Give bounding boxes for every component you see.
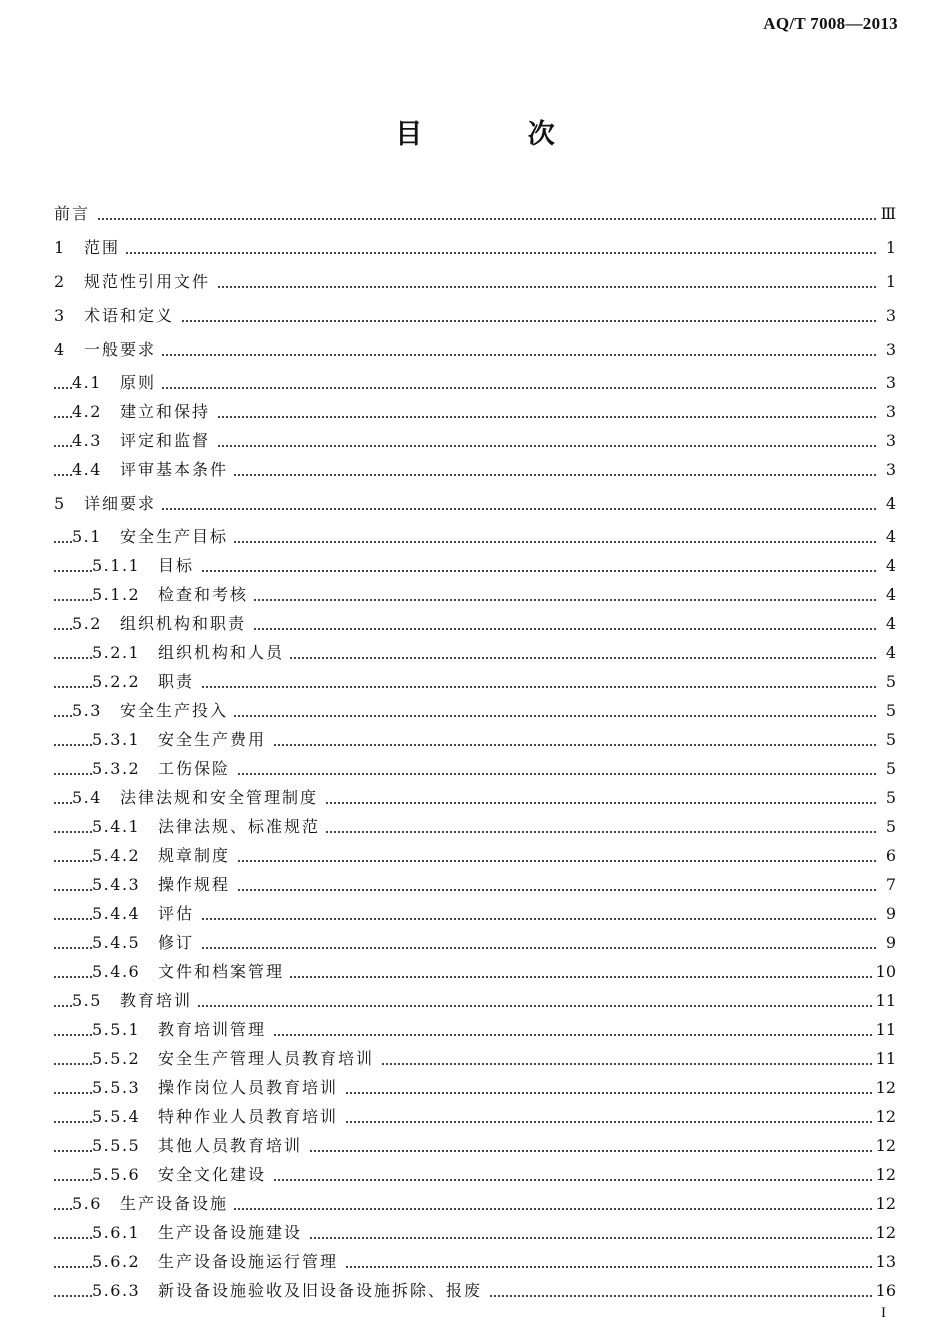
toc-section-number: 5.6.3: [92, 1281, 141, 1300]
toc-entry-label: [92, 1280, 488, 1302]
toc-entry[interactable]: [0, 1193, 950, 1215]
toc-page-number: 16: [872, 1280, 896, 1302]
toc-section-number: 5.2: [72, 614, 102, 633]
toc-entry[interactable]: [0, 1019, 950, 1041]
toc-entry-label: [72, 372, 162, 394]
toc-page-number: 3: [878, 305, 896, 327]
toc-section-title: 教育培训: [120, 991, 193, 1010]
toc-section-title: 修订: [158, 933, 195, 952]
toc-entry[interactable]: [0, 459, 950, 481]
toc-entry[interactable]: [0, 555, 950, 577]
toc-entry-label: [92, 961, 290, 983]
toc-page-number: 5: [878, 671, 896, 693]
toc-section-number: 5.4.1: [92, 817, 141, 836]
toc-section-title: 法律法规、标准规范: [158, 817, 321, 836]
toc-section-title: 原则: [120, 373, 157, 392]
toc-entry[interactable]: [0, 816, 950, 838]
toc-entry[interactable]: [0, 961, 950, 983]
toc-section-number: 1: [54, 238, 66, 257]
toc-entry[interactable]: [0, 990, 950, 1012]
toc-section-title: 操作岗位人员教育培训: [158, 1078, 339, 1097]
dot-leader: [54, 508, 880, 510]
dot-leader: [54, 354, 880, 356]
toc-page-number: 11: [872, 990, 896, 1012]
toc-section-title: 文件和档案管理: [158, 962, 285, 981]
toc-entry-label: [72, 430, 216, 452]
toc-section-number: 5.1.2: [92, 585, 141, 604]
toc-entry-label: [92, 932, 200, 954]
toc-section-title: 特种作业人员教育培训: [158, 1107, 339, 1126]
toc-entry[interactable]: [0, 1048, 950, 1070]
toc-section-title: 详细要求: [84, 494, 157, 513]
toc-section-number: 5.1.1: [92, 556, 141, 575]
toc-section-number: 5.2.1: [92, 643, 141, 662]
toc-section-title: 生产设备设施运行管理: [158, 1252, 339, 1271]
toc-section-title: 术语和定义: [84, 306, 175, 325]
toc-section-number: 5.5.3: [92, 1078, 141, 1097]
toc-section-number: 5.5.6: [92, 1165, 141, 1184]
standard-code: AQ/T 7008—2013: [763, 14, 898, 33]
toc-section-title: 工伤保险: [158, 759, 231, 778]
toc-entry[interactable]: [0, 584, 950, 606]
toc-page-number: 5: [878, 758, 896, 780]
toc-section-number: 5.3.1: [92, 730, 141, 749]
toc-section-title: 安全生产费用: [158, 730, 267, 749]
toc-section-title: 安全生产管理人员教育培训: [158, 1049, 375, 1068]
toc-section-number: 2: [54, 272, 66, 291]
toc-entry-label: [92, 1077, 344, 1099]
toc-page-number: 3: [878, 372, 896, 394]
toc-section-number: 5.3.2: [92, 759, 141, 778]
toc-page-number: 12: [872, 1106, 896, 1128]
toc-entry[interactable]: [0, 671, 950, 693]
toc-section-number: 4.3: [72, 431, 102, 450]
toc-page-number: 4: [878, 493, 896, 515]
toc-section-number: 5.6.2: [92, 1252, 141, 1271]
toc-section-number: 5.4.6: [92, 962, 141, 981]
toc-section-title: 安全生产投入: [120, 701, 229, 720]
dot-leader: [54, 387, 880, 389]
toc-entry-label: [54, 339, 162, 361]
toc-section-number: 5.1: [72, 527, 102, 546]
toc-entry-label: [92, 584, 254, 606]
toc-page-number: 6: [878, 845, 896, 867]
toc-section-title: 建立和保持: [120, 402, 211, 421]
toc-entry-label: [92, 874, 236, 896]
toc-page-number: 4: [878, 642, 896, 664]
toc-entry[interactable]: [0, 430, 950, 452]
toc-entry-label: [92, 1135, 308, 1157]
toc-section-title: 安全文化建设: [158, 1165, 267, 1184]
toc-entry-label: [92, 816, 326, 838]
toc-entry-label: [92, 1106, 344, 1128]
toc-page-number: 12: [872, 1077, 896, 1099]
toc-section-title: 一般要求: [84, 340, 157, 359]
dot-leader: [54, 218, 880, 220]
toc-section-title: 评定和监督: [120, 431, 211, 450]
toc-entry[interactable]: [0, 758, 950, 780]
toc-page-number: 3: [878, 430, 896, 452]
toc-page-number: 12: [872, 1193, 896, 1215]
toc-entry[interactable]: [0, 372, 950, 394]
toc-page-number: 9: [878, 903, 896, 925]
toc-section-number: 5.5.5: [92, 1136, 141, 1155]
toc-entry[interactable]: [0, 1164, 950, 1186]
toc-entry-label: [72, 700, 234, 722]
toc-section-number: 4.4: [72, 460, 102, 479]
toc-entry[interactable]: [0, 526, 950, 548]
toc-entry-label: [72, 787, 324, 809]
toc-entry[interactable]: [0, 932, 950, 954]
toc-entry-label: [54, 305, 180, 327]
toc-section-title: 评审基本条件: [120, 460, 229, 479]
toc-section-title: 其他人员教育培训: [158, 1136, 303, 1155]
toc-page-number: 1: [878, 237, 896, 259]
toc-page-number: 1: [878, 271, 896, 293]
toc-page-number: 12: [872, 1222, 896, 1244]
toc-entry[interactable]: [0, 1251, 950, 1273]
toc-section-number: 5.3: [72, 701, 102, 720]
toc-entry[interactable]: [0, 729, 950, 751]
toc-entry[interactable]: [0, 903, 950, 925]
toc-entry-label: [92, 1164, 272, 1186]
toc-entry[interactable]: [0, 613, 950, 635]
toc-section-number: 5.4.3: [92, 875, 141, 894]
toc-section-number: 5.6: [72, 1194, 102, 1213]
toc-page-number: 4: [878, 526, 896, 548]
toc-entry-label: [54, 493, 162, 515]
toc-section-number: 5.4.5: [92, 933, 141, 952]
toc-entry[interactable]: [0, 339, 950, 361]
toc-entry-label: [72, 1193, 234, 1215]
toc-page-number: Ⅲ: [877, 203, 896, 225]
toc-section-title: 范围: [84, 238, 121, 257]
toc-entry-label: [54, 237, 126, 259]
page-title: 目 次: [395, 119, 603, 150]
toc-page-number: 11: [872, 1048, 896, 1070]
toc-section-title: 规章制度: [158, 846, 231, 865]
toc-page-number: 4: [878, 584, 896, 606]
toc-section-title: 评估: [158, 904, 195, 923]
toc-entry[interactable]: [0, 1077, 950, 1099]
toc-entry[interactable]: [0, 700, 950, 722]
toc-section-number: 5.4.4: [92, 904, 141, 923]
toc-section-number: 5.5.1: [92, 1020, 141, 1039]
toc-page-number: 12: [872, 1135, 896, 1157]
toc-page-number: 13: [872, 1251, 896, 1273]
toc-section-title: 新设备设施验收及旧设备设施拆除、报废: [158, 1281, 483, 1300]
toc-section-title: 组织机构和职责: [120, 614, 247, 633]
toc-page-number: 4: [878, 613, 896, 635]
toc-entry-label: [92, 1048, 380, 1070]
toc-entry-label: [92, 845, 236, 867]
toc-entry-label: [92, 903, 200, 925]
toc-section-title: 生产设备设施: [120, 1194, 229, 1213]
toc-page-number: 9: [878, 932, 896, 954]
toc-section-number: 5.4: [72, 788, 102, 807]
toc-entry-label: [54, 203, 96, 225]
toc-entry[interactable]: [0, 642, 950, 664]
toc-page-number: 3: [878, 459, 896, 481]
toc-section-number: 5.6.1: [92, 1223, 141, 1242]
toc-entry[interactable]: [0, 1280, 950, 1302]
toc-page-number: 7: [878, 874, 896, 896]
toc-entry[interactable]: [0, 305, 950, 327]
toc-entry-label: [72, 401, 216, 423]
toc-section-title: 安全生产目标: [120, 527, 229, 546]
toc-entry-label: [92, 1222, 308, 1244]
toc-page-number: 3: [878, 401, 896, 423]
toc-page-number: 5: [878, 729, 896, 751]
toc-section-title: 规范性引用文件: [84, 272, 211, 291]
toc-entry-label: [92, 1251, 344, 1273]
toc-entry-label: [72, 613, 252, 635]
toc-entry[interactable]: [0, 203, 950, 225]
toc-entry[interactable]: [0, 1135, 950, 1157]
toc-page-number: 5: [878, 700, 896, 722]
dot-leader: [54, 252, 880, 254]
toc-section-title: 组织机构和人员: [158, 643, 285, 662]
toc-entry[interactable]: [0, 493, 950, 515]
page-folio: I: [881, 1305, 886, 1321]
toc-entry[interactable]: [0, 787, 950, 809]
toc-entry-label: [92, 671, 200, 693]
toc-entry[interactable]: [0, 874, 950, 896]
toc-entry-label: [92, 1019, 272, 1041]
toc-section-number: 5.2.2: [92, 672, 141, 691]
toc-page-number: 3: [878, 339, 896, 361]
toc-entry-label: [54, 271, 216, 293]
toc-entry-label: [72, 990, 198, 1012]
toc-section-title: 教育培训管理: [158, 1020, 267, 1039]
toc-section-number: 4.2: [72, 402, 102, 421]
toc-section-title: 目标: [158, 556, 195, 575]
toc-section-number: 5: [54, 494, 66, 513]
toc-section-number: 5.4.2: [92, 846, 141, 865]
toc-section-number: 5.5.4: [92, 1107, 141, 1126]
toc-section-number: 5.5: [72, 991, 102, 1010]
toc-entry-label: [92, 642, 290, 664]
toc-entry[interactable]: [0, 401, 950, 423]
toc-section-title: 前言: [54, 204, 91, 223]
toc-entry-label: [92, 729, 272, 751]
toc-section-number: 4.1: [72, 373, 102, 392]
toc-section-title: 操作规程: [158, 875, 231, 894]
toc-entry-label: [92, 555, 200, 577]
toc-section-title: 职责: [158, 672, 195, 691]
toc-entry[interactable]: [0, 845, 950, 867]
toc-page-number: 5: [878, 816, 896, 838]
toc-page-number: 10: [872, 961, 896, 983]
toc-entry[interactable]: [0, 237, 950, 259]
toc-page-number: 5: [878, 787, 896, 809]
toc-section-number: 4: [54, 340, 66, 359]
toc-section-title: 检查和考核: [158, 585, 249, 604]
toc-page-number: 4: [878, 555, 896, 577]
toc-entry[interactable]: [0, 1106, 950, 1128]
toc-entry-label: [72, 459, 234, 481]
toc-page-number: 11: [872, 1019, 896, 1041]
toc-section-title: 生产设备设施建设: [158, 1223, 303, 1242]
toc-entry[interactable]: [0, 271, 950, 293]
toc-section-number: 3: [54, 306, 66, 325]
toc-section-title: 法律法规和安全管理制度: [120, 788, 319, 807]
toc-page-number: 12: [872, 1164, 896, 1186]
toc-entry-label: [72, 526, 234, 548]
toc-section-number: 5.5.2: [92, 1049, 141, 1068]
toc-entry[interactable]: [0, 1222, 950, 1244]
toc-entry-label: [92, 758, 236, 780]
